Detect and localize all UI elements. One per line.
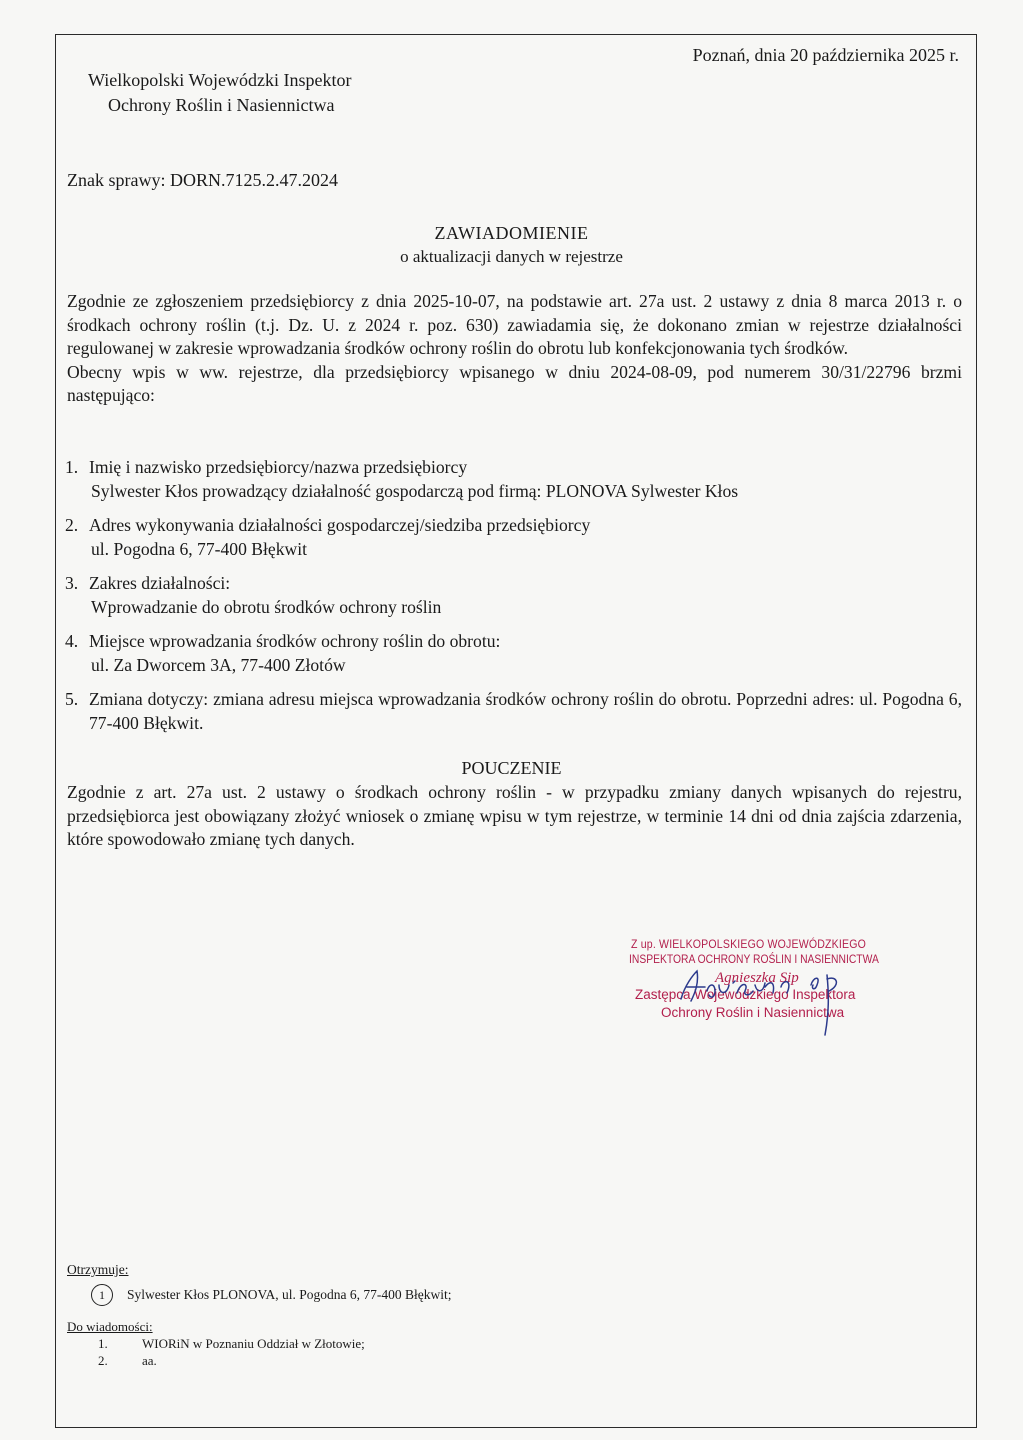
item-number: 2.: [65, 515, 79, 535]
item-label: Miejsce wprowadzania środków ochrony roślin do obrotu:: [89, 631, 501, 651]
item-number: 4.: [65, 631, 79, 651]
list-item: [65, 456, 962, 503]
cc-heading: Do wiadomości:: [67, 1319, 153, 1334]
document-title: ZAWIADOMIENIE: [434, 223, 589, 243]
item-number: 1.: [65, 457, 79, 477]
stamp-line-1: Z up. WIELKOPOLSKIEGO WOJEWÓDZKIEGO: [631, 937, 867, 951]
item-label: Adres wykonywania działalności gospodarczej/siedziba przedsiębiorcy: [89, 515, 591, 535]
notice-text: Zgodnie z art. 27a ust. 2 ustawy o środkach ochrony roślin - w przypadku zmiany danych wpisanych do rejestru, przedsiębiorca jest obowiązany złożyć wniosek o zmianę wpisu w tym rejestrze, w terminie 14 dni od dnia zajścia zdarzenia, które spowodowało zmianę tych danych.: [67, 782, 962, 849]
item-value: Wprowadzanie do obrotu środków ochrony roślin: [91, 596, 442, 617]
recipient-number: 1: [91, 1284, 113, 1306]
stamp-line-2: INSPEKTORA OCHRONY ROŚLIN I NASIENNICTWA: [629, 952, 879, 966]
notice-title: POUCZENIE: [461, 758, 562, 778]
item-label: Zmiana dotyczy: zmiana adresu miejsca wprowadzania środków ochrony roślin do obrotu. Poprzedni adres: ul. Pogodna 6, 77-400 Błękwit.: [89, 689, 962, 733]
issuer-line-2: Ochrony Roślin i Nasiennictwa: [108, 95, 335, 115]
item-value: ul. Pogodna 6, 77-400 Błękwit: [91, 538, 308, 559]
issuer: [88, 68, 351, 118]
list-item: [67, 1335, 365, 1352]
stamp-line-4: Ochrony Roślin i Nasiennictwa: [661, 1005, 845, 1020]
body-paragraph-2: Obecny wpis w ww. rejestrze, dla przedsiębiorcy wpisanego w dniu 2024-08-09, pod numerem 30/31/22796 brzmi następująco:: [67, 361, 962, 405]
register-entry-list: [65, 456, 962, 746]
place-date: Poznań, dnia 20 października 2025 r.: [692, 45, 959, 65]
case-number: Znak sprawy: DORN.7125.2.47.2024: [67, 170, 338, 190]
item-label: Imię i nazwisko przedsiębiorcy/nazwa przedsiębiorcy: [89, 457, 468, 477]
item-number: 5.: [65, 689, 79, 709]
issuer-line-1: Wielkopolski Wojewódzki Inspektor: [88, 70, 352, 90]
cc-text: aa.: [142, 1353, 157, 1368]
item-number: 3.: [65, 573, 79, 593]
recipients: [67, 1262, 452, 1306]
list-item: [65, 572, 962, 619]
list-item: [67, 1352, 365, 1369]
cc-text: WIORiN w Poznaniu Oddział w Złotowie;: [142, 1336, 365, 1351]
stamp-line-3: Zastępca Wojewódzkiego Inspektora: [635, 987, 856, 1002]
cc-number: 2.: [98, 1353, 108, 1368]
list-item: [67, 1284, 452, 1306]
handwritten-signature: [615, 935, 935, 1055]
item-label: Zakres działalności:: [89, 573, 231, 593]
stamp-name: Agnieszka Sip: [715, 970, 799, 986]
list-item: [65, 514, 962, 561]
cc-list: [67, 1318, 365, 1369]
item-value: ul. Za Dworcem 3A, 77-400 Złotów: [91, 654, 346, 675]
list-item: [65, 630, 962, 677]
body-paragraph-1: Zgodnie ze zgłoszeniem przedsiębiorcy z dnia 2025-10-07, na podstawie art. 27a ust. 2 ustawy z dnia 8 marca 2013 r. o środkach ochrony roślin (t.j. Dz. U. z 2024 r. poz. 630) zawiadamia się, że dokonano zmian w rejestrze działalności regulowanej w zakresie wprowadzania środków ochrony roślin do obrotu lub konfekcjonowania tych środków.: [67, 291, 962, 358]
recipient-text: Sylwester Kłos PLONOVA, ul. Pogodna 6, 77-400 Błękwit;: [127, 1287, 452, 1302]
official-stamp: [615, 935, 935, 1055]
list-item: [65, 688, 962, 735]
cc-number: 1.: [98, 1336, 108, 1351]
body-text: [67, 290, 962, 408]
item-value: Sylwester Kłos prowadzący działalność gospodarczą pod firmą: PLONOVA Sylwester Kłos: [91, 480, 739, 501]
recipients-heading: Otrzymuje:: [67, 1262, 129, 1277]
document-subtitle: o aktualizacji danych w rejestrze: [400, 247, 623, 266]
